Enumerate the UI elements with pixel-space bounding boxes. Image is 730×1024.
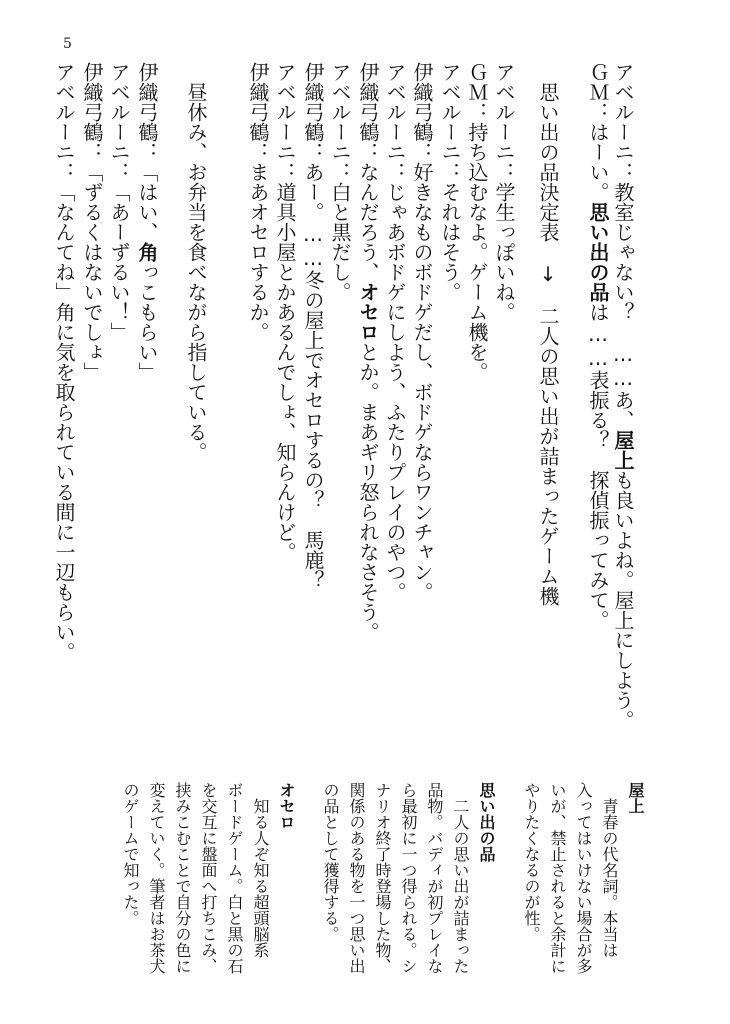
text-run: ＧＭ：はーい。	[586, 62, 610, 202]
footnote-title: オセロ	[277, 782, 296, 830]
text-column	[609, 62, 636, 730]
footnote-line: 品物。バディが初プレイな	[425, 782, 444, 974]
text-column	[436, 62, 463, 302]
footnote-line: のゲームで知った。	[121, 782, 140, 926]
footnote-line: ナリオ終了時登場した物、	[373, 782, 392, 974]
text-run: ＧＭ：持ち込むなよ。ゲーム機を。	[465, 62, 489, 382]
emphasized-term: 屋上	[611, 430, 635, 470]
text-run: 昼休み、お弁当を食べながら指している。	[184, 82, 208, 462]
footnote-line: ボードゲーム。白と黒の石	[225, 782, 244, 974]
text-column	[105, 62, 132, 342]
emphasized-term: 角	[135, 242, 159, 262]
text-run: とか。まあギリ怒られなさそう。	[356, 342, 380, 642]
emphasized-term: 思い出の品	[586, 202, 610, 302]
footnote-line: いが、禁止されると余計に	[548, 782, 567, 974]
text-run: アベルーニ：じゃあボドゲにしよう、ふたりプレイのやつ。	[383, 62, 407, 602]
footnote-line: を交互に盤面へ打ちこみ、	[199, 782, 218, 974]
text-column	[381, 62, 408, 602]
text-run: アベルーニ：道具小屋とかあるんでしょ、知らんけど。	[273, 62, 297, 562]
footnote-title: 屋上	[626, 782, 645, 814]
text-run: は……表振る？ 探偵振ってみて。	[586, 302, 610, 630]
text-column	[463, 62, 490, 382]
text-run: っこもらい」	[135, 262, 159, 382]
text-column	[408, 62, 435, 602]
text-column	[244, 62, 271, 342]
footnote-line: ら最初に一つ得られる。シ	[399, 782, 418, 974]
text-run: 伊織弓鶴：あー。……冬の屋上でオセロするの？ 馬鹿？	[301, 62, 325, 590]
text-run: アベルーニ：それはそう。	[438, 62, 462, 302]
text-column	[584, 62, 611, 630]
text-column	[299, 62, 326, 590]
text-column	[78, 62, 105, 382]
text-column	[326, 62, 353, 302]
text-run: アベルーニ：学生っぽいね。	[492, 62, 516, 322]
text-column	[50, 62, 77, 662]
text-column	[271, 62, 298, 562]
text-column	[534, 82, 561, 606]
text-run: 伊織弓鶴：好きなものボドゲだし、ボドゲならワンチャン。	[410, 62, 434, 602]
text-column	[133, 62, 160, 382]
footnote-line: 関係のある物を一つ思い出	[347, 782, 366, 974]
text-run: 伊織弓鶴：まあオセロするか。	[246, 62, 270, 342]
text-run: 伊織弓鶴：なんだろう、	[356, 62, 380, 282]
text-run: も良いよね。屋上にしよう。	[611, 470, 635, 730]
emphasized-term: オセロ	[356, 282, 380, 342]
text-run: 思い出の品決定表 ↓ 二人の思い出が詰まったゲーム機	[536, 82, 560, 606]
text-run: アベルーニ：「あーずるい！」	[107, 62, 131, 342]
footnote-line: 青春の代名詞。本当は	[600, 782, 619, 958]
text-column	[354, 62, 381, 642]
text-run: 伊織弓鶴：「はい、	[135, 62, 159, 242]
text-column	[490, 62, 517, 322]
page-number: 5	[63, 36, 72, 52]
footnote-line: の品として獲得する。	[321, 782, 340, 942]
footnote-line: 挟みこむことで自分の色に	[173, 782, 192, 974]
text-run: アベルーニ：教室じゃない？ ……あ、	[611, 62, 635, 430]
footnote-line: やりたくなるのが性。	[522, 782, 541, 942]
footnote-line: 二人の思い出が詰まった	[451, 782, 470, 974]
text-run: 伊織弓鶴：「ずるくはないでしょ」	[80, 62, 104, 382]
footnote-line: 入ってはいけない場合が多	[574, 782, 593, 974]
footnote-line: 知る人ぞ知る超頭脳系	[251, 782, 270, 958]
footnote-title: 思い出の品	[477, 782, 496, 862]
text-run: アベルーニ：白と黒だし。	[328, 62, 352, 302]
footnote-line: 変えていく。筆者はお茶犬	[147, 782, 166, 974]
text-column	[182, 82, 209, 462]
text-run: アベルーニ：「なんてね」角に気を取られている間に一辺もらい。	[52, 62, 76, 662]
